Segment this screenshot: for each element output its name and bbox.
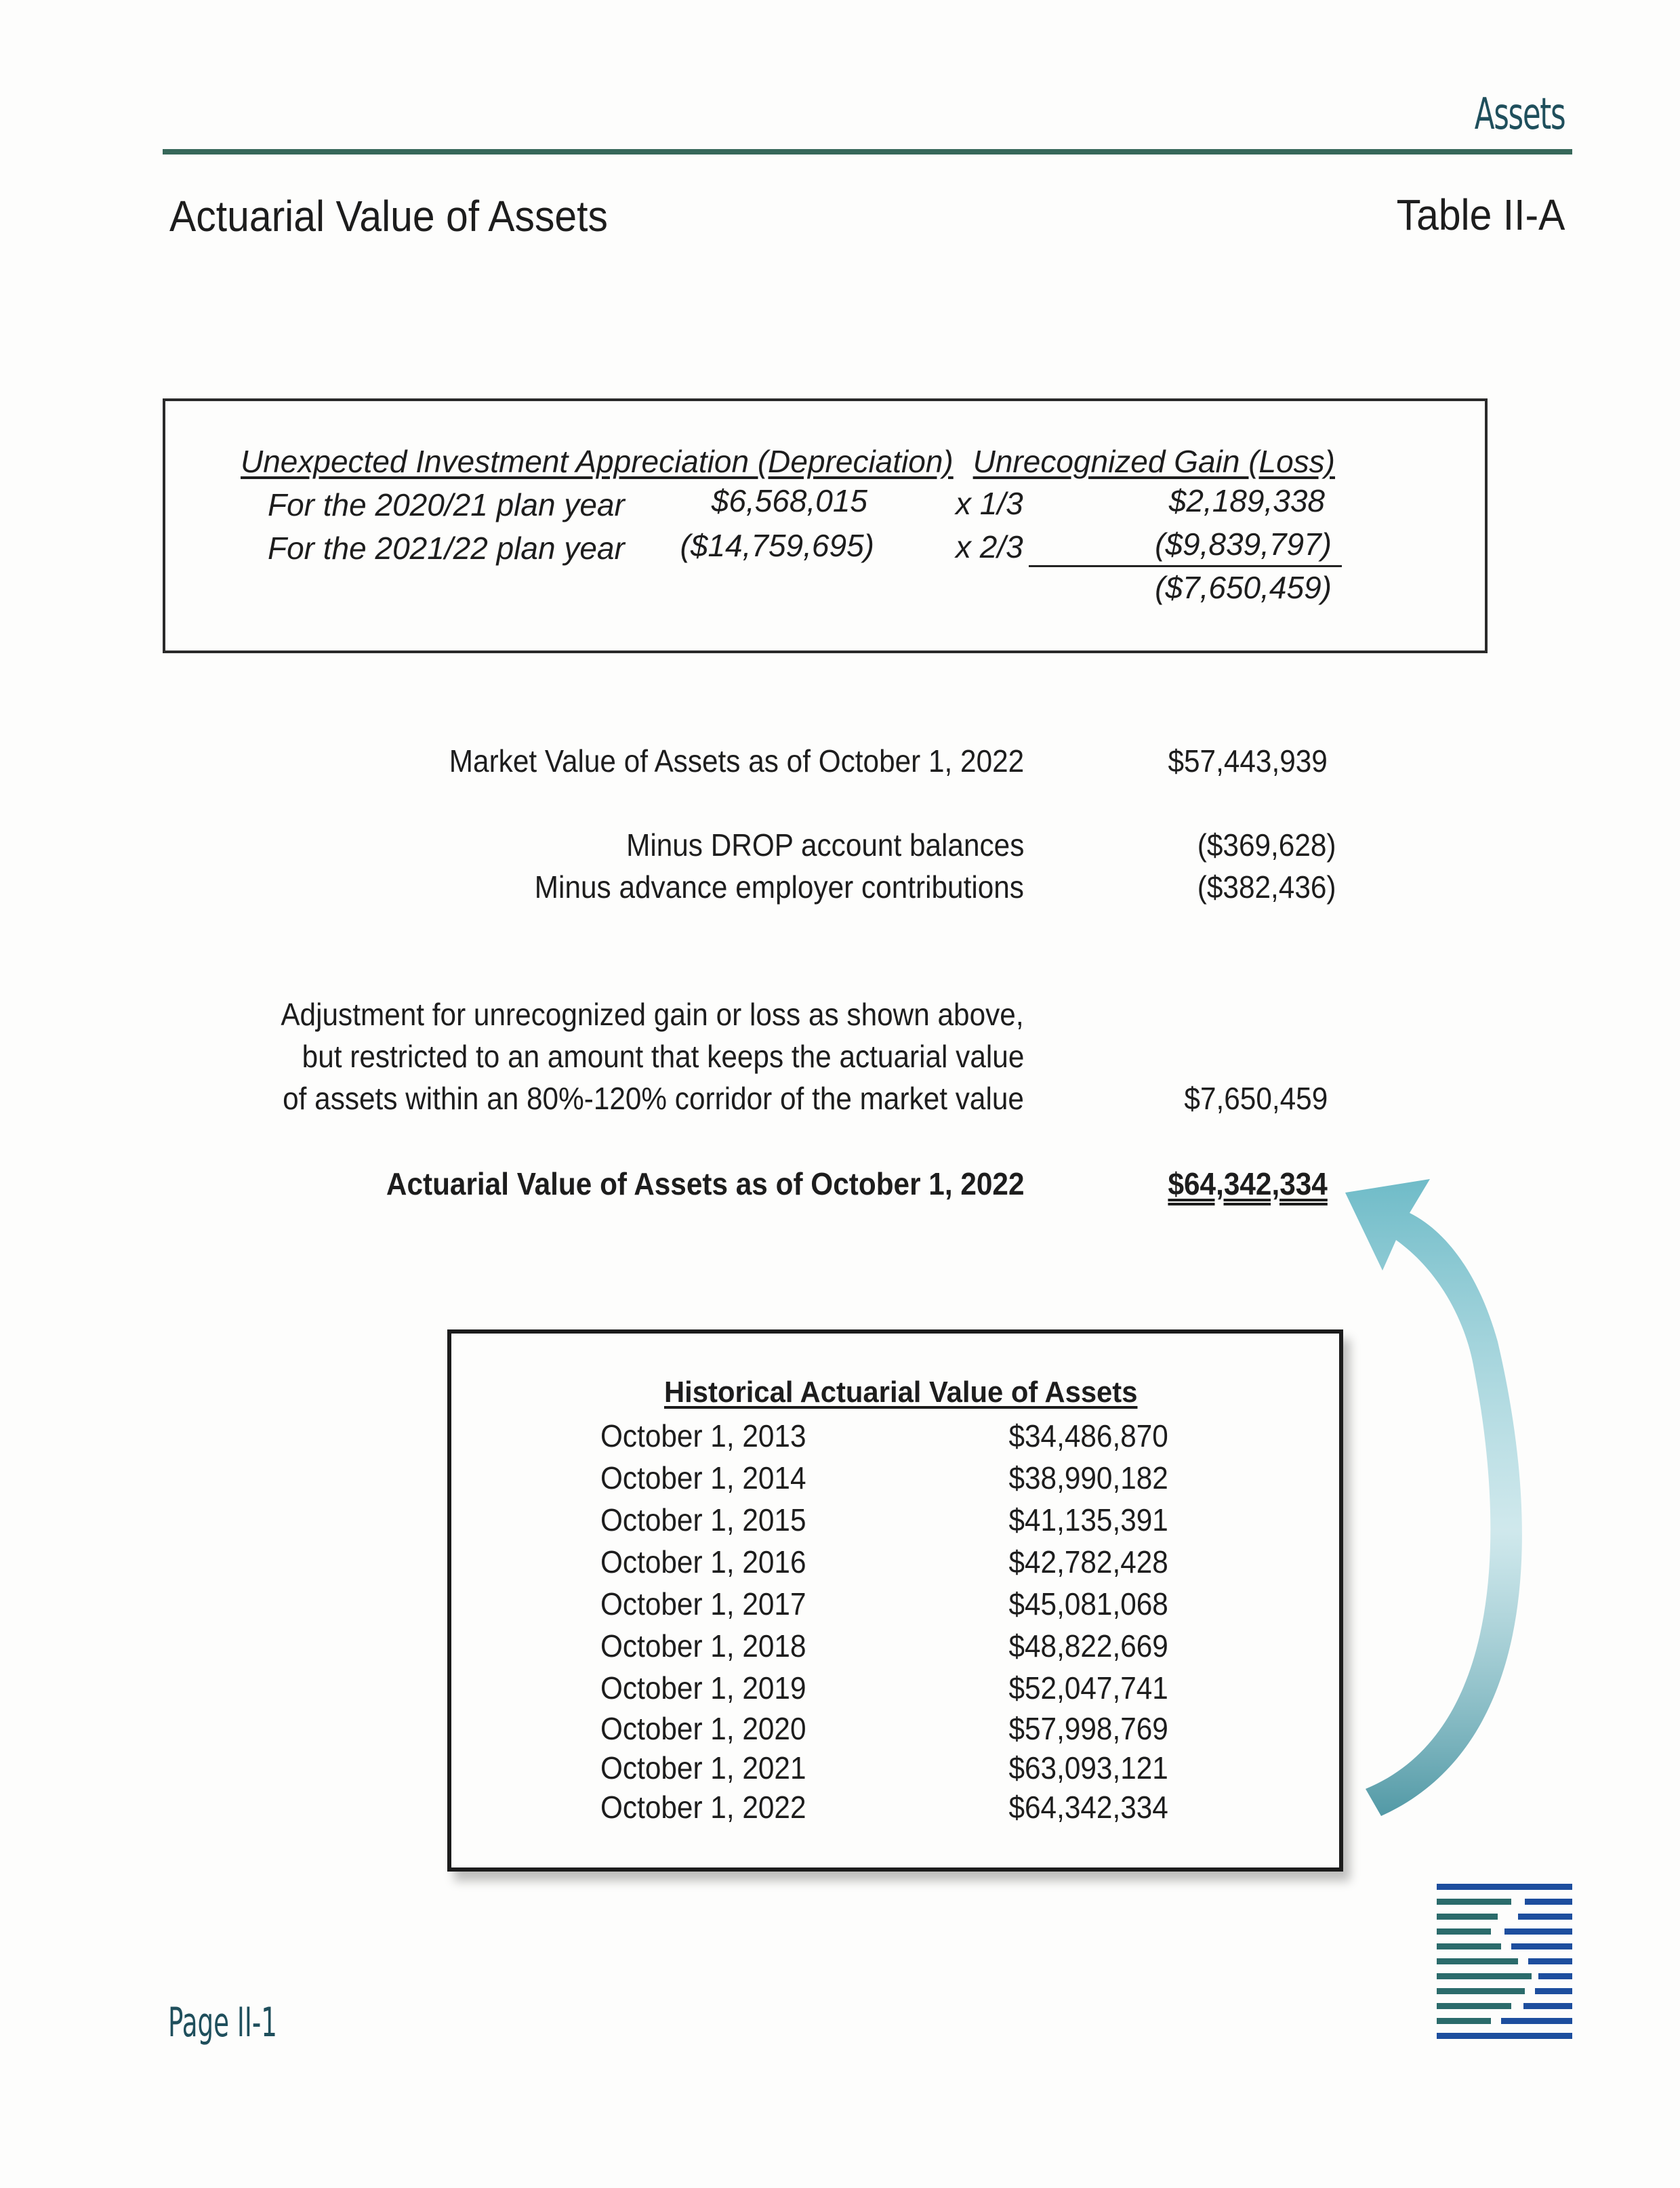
adjustment-text-line2: but restricted to an amount that keeps the actuarial value xyxy=(302,1039,1024,1074)
history-value: $57,998,769 xyxy=(1008,1711,1168,1746)
ava-value: $64,342,334 xyxy=(1168,1166,1328,1201)
history-date: October 1, 2015 xyxy=(600,1502,806,1537)
striped-s-logo-icon xyxy=(1437,1884,1572,2046)
history-row xyxy=(0,1789,1680,1831)
history-date: October 1, 2022 xyxy=(600,1790,806,1825)
header-divider xyxy=(163,149,1572,154)
history-date: October 1, 2021 xyxy=(600,1750,806,1786)
advance-contrib-label: Minus advance employer contributions xyxy=(534,869,1024,905)
history-row xyxy=(0,1628,1680,1670)
history-value: $52,047,741 xyxy=(1008,1670,1168,1706)
market-value-label: Market Value of Assets as of October 1, 2022 xyxy=(449,743,1024,779)
history-date: October 1, 2017 xyxy=(600,1586,806,1622)
drop-label: Minus DROP account balances xyxy=(626,827,1024,863)
row-amount-2020-21: $6,568,015 xyxy=(711,483,867,518)
row-amount-2021-22: ($14,759,695) xyxy=(680,528,874,563)
adjustment-text-line3: of assets within an 80%-120% corridor of the market value xyxy=(283,1081,1024,1116)
history-date: October 1, 2014 xyxy=(600,1460,806,1495)
history-row xyxy=(0,1670,1680,1712)
appreciation-heading: Unexpected Investment Appreciation (Depreciation) xyxy=(241,444,954,479)
unrecognized-total: ($7,650,459) xyxy=(1155,570,1332,605)
row-unrecognized-2021-22: ($9,839,797) xyxy=(1155,527,1332,562)
page-title: Actuarial Value of Assets xyxy=(169,192,608,241)
history-date: October 1, 2018 xyxy=(600,1628,806,1664)
history-row xyxy=(0,1460,1680,1502)
history-date: October 1, 2019 xyxy=(600,1670,806,1706)
history-row xyxy=(0,1418,1680,1460)
history-row xyxy=(0,1750,1680,1792)
row-label-2021-22: For the 2021/22 plan year xyxy=(268,531,625,566)
ava-label: Actuarial Value of Assets as of October 1, 2022 xyxy=(386,1166,1024,1201)
unrecognized-heading: Unrecognized Gain (Loss) xyxy=(972,444,1335,479)
history-value: $64,342,334 xyxy=(1008,1790,1168,1825)
row-factor-2020-21: x 1/3 xyxy=(956,486,1023,521)
row-unrecognized-2020-21: $2,189,338 xyxy=(1168,483,1325,518)
history-value: $63,093,121 xyxy=(1008,1750,1168,1786)
history-row xyxy=(0,1502,1680,1544)
row-label-2020-21: For the 2020/21 plan year xyxy=(268,487,625,522)
page-number: Page II-1 xyxy=(168,1999,277,2046)
advance-contrib-value: ($382,436) xyxy=(1197,869,1336,905)
drop-value: ($369,628) xyxy=(1197,827,1336,863)
history-row xyxy=(0,1544,1680,1586)
market-value: $57,443,939 xyxy=(1168,743,1328,779)
adjustment-value: $7,650,459 xyxy=(1184,1081,1328,1116)
history-value: $48,822,669 xyxy=(1008,1628,1168,1664)
history-value: $41,135,391 xyxy=(1008,1502,1168,1537)
adjustment-text-line1: Adjustment for unrecognized gain or loss as shown above, xyxy=(281,997,1024,1032)
history-row xyxy=(0,1586,1680,1628)
history-row xyxy=(0,1710,1680,1752)
history-title: Historical Actuarial Value of Assets xyxy=(664,1376,1138,1409)
history-value: $34,486,870 xyxy=(1008,1418,1168,1453)
row-factor-2021-22: x 2/3 xyxy=(956,529,1023,564)
section-label: Assets xyxy=(1474,89,1565,140)
history-date: October 1, 2016 xyxy=(600,1544,806,1580)
history-value: $45,081,068 xyxy=(1008,1586,1168,1622)
history-value: $42,782,428 xyxy=(1008,1544,1168,1580)
history-date: October 1, 2013 xyxy=(600,1418,806,1453)
history-date: October 1, 2020 xyxy=(600,1711,806,1746)
table-identifier: Table II-A xyxy=(1396,190,1565,239)
history-value: $38,990,182 xyxy=(1008,1460,1168,1495)
sum-line xyxy=(1029,565,1342,567)
